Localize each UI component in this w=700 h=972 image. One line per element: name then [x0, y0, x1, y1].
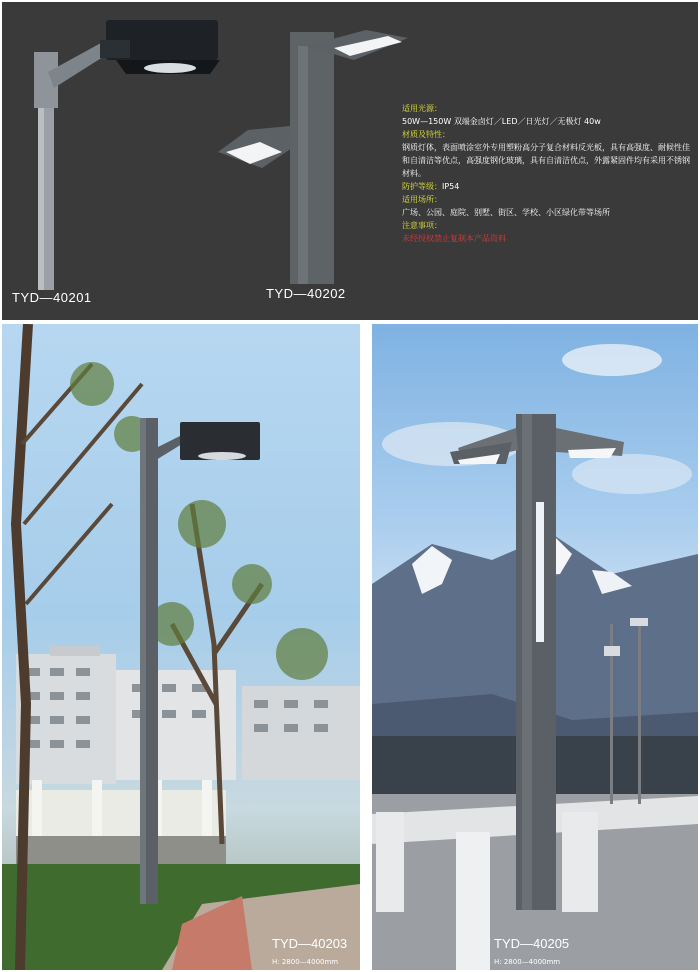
light-source-text: 50W—150W 双端金卤灯／LED／日光灯／无极灯 40w: [402, 117, 601, 126]
photo-40203: [2, 324, 360, 970]
height-range-40205: H: 2800—4000mm: [494, 958, 561, 966]
model-label-40202: TYD—40202: [266, 286, 346, 301]
venue-heading: 适用场所：: [402, 195, 442, 204]
venue-text: 广场、公园、庭院、别墅、街区、学校、小区绿化带等场所: [402, 208, 610, 217]
material-text: 钢质灯体，表面喷涂室外专用塑粉高分子复合材料反光板，具有高强度、耐候性佳和自清洁等优点，高强度钢化玻璃，具有自清洁优点，外露紧固件均有采用不锈钢材料。: [402, 143, 690, 178]
lamp-40202-image: [216, 26, 412, 284]
photo-divider: [360, 324, 372, 970]
product-panel: [2, 2, 698, 320]
protection-row: [402, 180, 692, 193]
protection-value: IP54: [442, 182, 460, 191]
material-heading: 材质及特性：: [402, 130, 450, 139]
scene-40203: [2, 324, 360, 970]
photo-40205: [372, 324, 698, 970]
protection-heading: 防护等级：: [402, 182, 442, 191]
notes-text: 未经授权禁止复制本产品资料: [402, 234, 506, 243]
spec-block: [402, 102, 692, 245]
model-label-40203: TYD—40203: [272, 936, 348, 951]
scene-40205: [372, 324, 698, 970]
lamp-40201-image: [30, 12, 230, 290]
notes-heading: 注意事项：: [402, 221, 442, 230]
model-label-40201: TYD—40201: [12, 290, 92, 305]
height-range-40203: H: 2800—4000mm: [272, 958, 339, 966]
model-label-40205: TYD—40205: [494, 936, 570, 951]
light-source-heading: 适用光源：: [402, 104, 442, 113]
